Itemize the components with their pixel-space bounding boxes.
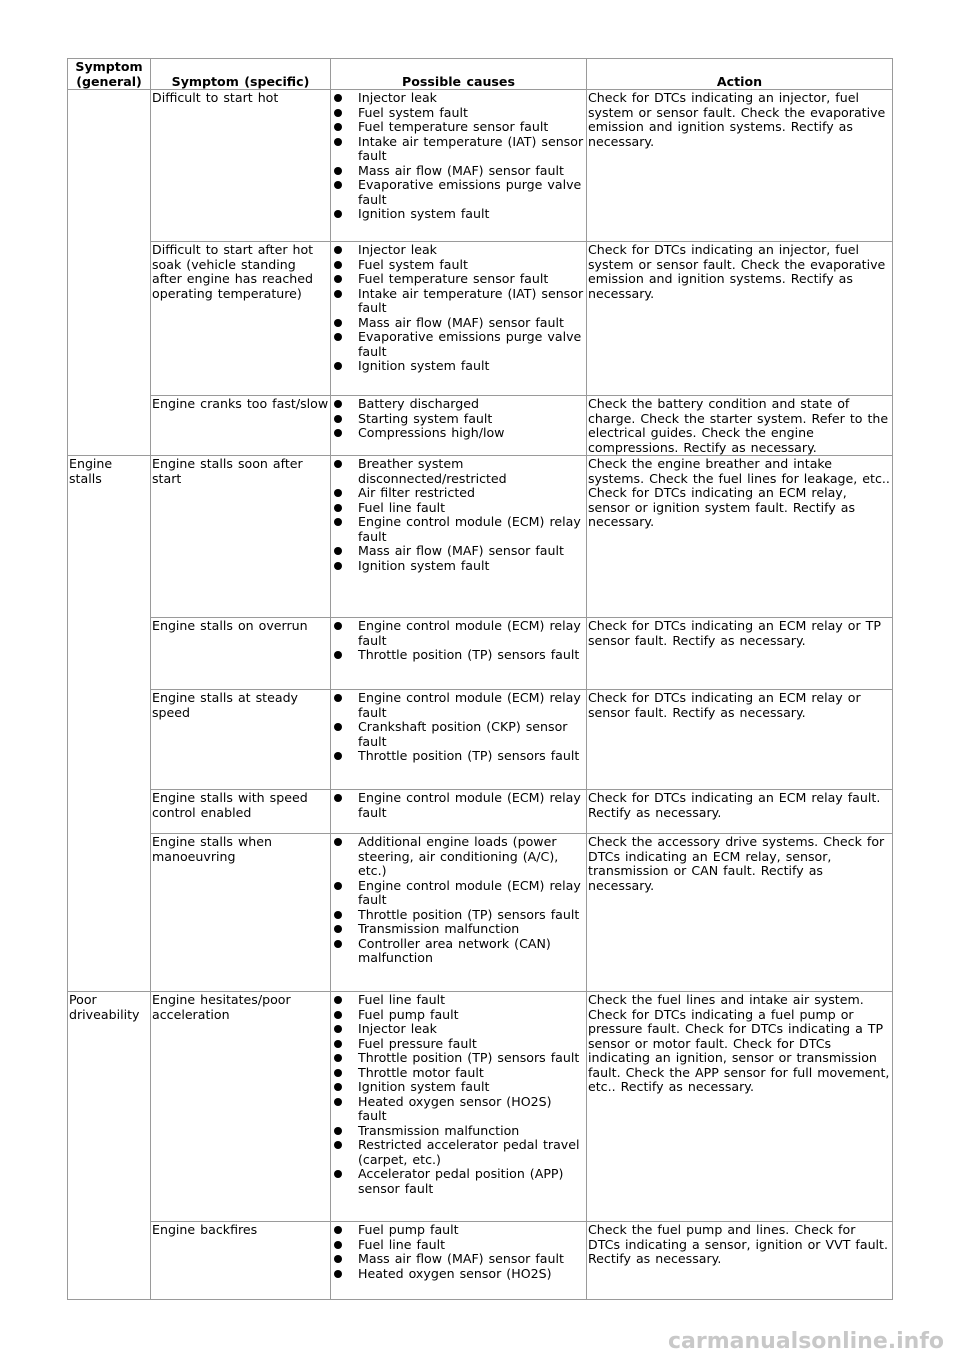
list-item [332,922,585,937]
action-cell: Check the fuel pump and lines. Check for DTCs indicating a sensor, ignition or VVT fault. Rectify as necessary. [587,1222,893,1300]
action-cell: Check for DTCs indicating an ECM relay fault. Rectify as necessary. [587,790,893,834]
table-row [68,690,893,790]
list-item [332,1252,585,1267]
cause-text: Transmission malfunction [358,1122,520,1138]
causes-list [332,91,585,222]
list-item [332,1066,585,1081]
cause-text: Evaporative emissions purge valve fault [358,177,582,207]
bullet-icon [334,123,342,131]
list-item [332,791,585,820]
cause-text: Injector leak [358,242,437,257]
possible-causes-cell [331,834,587,992]
bullet-icon [334,94,342,102]
bullet-icon [334,1255,342,1263]
possible-causes-cell [331,90,587,242]
list-item [332,164,585,179]
symptom-specific-cell: Difficult to start hot [151,90,331,242]
list-item [332,1238,585,1253]
bullet-icon [334,1083,342,1091]
cause-text: Engine control module (ECM) relay fault [358,690,581,720]
symptom-specific-cell: Engine hesitates/poor acceleration [151,992,331,1222]
action-cell: Check the battery condition and state of charge. Check the starter system. Refer to the electrical guides. Check the engine compressions. Rectify as necessary. [587,396,893,456]
bullet-icon [334,882,342,890]
possible-causes-cell [331,790,587,834]
list-item [332,1223,585,1238]
table-row [68,396,893,456]
bullet-icon [334,319,342,327]
bullet-icon [334,723,342,731]
table-row [68,456,893,618]
cause-text: Additional engine loads (power steering, air conditioning (A/C), etc.) [358,834,559,878]
action-cell: Check for DTCs indicating an ECM relay or sensor fault. Rectify as necessary. [587,690,893,790]
cause-text: Engine control module (ECM) relay fault [358,618,581,648]
bullet-icon [334,1270,342,1278]
list-item [332,178,585,207]
cause-text: Engine control module (ECM) relay fault [358,790,581,820]
list-item [332,1022,585,1037]
cause-text: Fuel line fault [358,499,446,515]
symptom-specific-cell: Engine stalls with speed control enabled [151,790,331,834]
causes-list [332,691,585,764]
causes-list [332,397,585,441]
bullet-icon [334,275,342,283]
bullet-icon [334,1241,342,1249]
action-cell: Check the fuel lines and intake air system. Check for DTCs indicating a fuel pump or pressure fault. Check for DTCs indicating a TP sensor or motor fault. Check for DTCs indicating an ignition, sensor or transmission fault. Check the APP sensor for full movement, etc.. Rectify as necessary. [587,992,893,1222]
cause-text: Restricted accelerator pedal travel (carpet, etc.) [358,1137,580,1167]
cause-text: Mass air flow (MAF) sensor fault [358,1251,564,1266]
cause-text: Transmission malfunction [358,921,520,936]
cause-text: Ignition system fault [358,557,490,573]
cause-text: Air filter restricted [358,485,476,500]
cause-text: Ignition system fault [358,206,490,221]
cause-text: Accelerator pedal position (APP) sensor fault [358,1166,564,1196]
list-item [332,879,585,908]
list-item [332,135,585,164]
symptom-general-cell: Engine stalls [68,456,151,992]
list-item [332,619,585,648]
cause-text: Controller area network (CAN) malfunction [358,935,551,965]
list-item [332,720,585,749]
cause-text: Fuel pump fault [358,1006,459,1022]
list-item [332,91,585,106]
possible-causes-cell [331,690,587,790]
action-cell: Check the accessory drive systems. Check for DTCs indicating an ECM relay, sensor, transmission or CAN fault. Rectify as necessary. [587,834,893,992]
bullet-icon [334,109,342,117]
cause-text: Fuel line fault [358,1236,446,1252]
bullet-icon [334,362,342,370]
cause-text: Heated oxygen sensor (HO2S) fault [358,1093,552,1123]
bullet-icon [334,562,342,570]
watermark: carmanualsonline.info [668,1329,944,1354]
cause-text: Throttle motor fault [358,1064,484,1080]
symptom-general-cell: Poor driveability [68,992,151,1300]
table-row [68,618,893,690]
bullet-icon [334,622,342,630]
list-item [332,243,585,258]
list-item [332,1267,585,1282]
cause-text: Injector leak [358,90,437,105]
header-possible-causes: Possible causes [331,59,587,90]
cause-text: Evaporative emissions purge valve fault [358,329,582,359]
symptom-specific-cell: Engine stalls when manoeuvring [151,834,331,992]
bullet-icon [334,504,342,512]
bullet-icon [334,1098,342,1106]
bullet-icon [334,460,342,468]
cause-text: Intake air temperature (IAT) sensor fault [358,285,584,315]
list-item [332,937,585,966]
cause-text: Throttle position (TP) sensors fault [358,647,580,662]
cause-text: Heated oxygen sensor (HO2S) [358,1265,552,1281]
action-cell: Check for DTCs indicating an injector, fuel system or sensor fault. Check the evaporative emission and ignition systems. Rectify as necessary. [587,90,893,242]
table-row [68,242,893,396]
bullet-icon [334,1040,342,1048]
list-item [332,1051,585,1066]
possible-causes-cell [331,396,587,456]
list-item [332,397,585,412]
bullet-icon [334,333,342,341]
bullet-icon [334,940,342,948]
diagnostic-table [67,58,893,1300]
possible-causes-cell [331,992,587,1222]
list-item [332,1138,585,1167]
cause-text: Fuel line fault [358,992,446,1007]
cause-text: Throttle position (TP) sensors fault [358,748,580,763]
cause-text: Fuel system fault [358,104,468,120]
cause-text: Breather system disconnected/restricted [358,456,507,486]
cause-text: Fuel system fault [358,256,468,272]
bullet-icon [334,429,342,437]
bullet-icon [334,210,342,218]
list-item [332,207,585,222]
list-item [332,1080,585,1095]
symptom-specific-cell: Engine stalls soon after start [151,456,331,618]
list-item [332,835,585,879]
cause-text: Compressions high/low [358,425,505,440]
cause-text: Throttle position (TP) sensors fault [358,1050,580,1065]
table-row [68,834,893,992]
table-row [68,90,893,242]
list-item [332,330,585,359]
bullet-icon [334,167,342,175]
list-item [332,258,585,273]
bullet-icon [334,181,342,189]
header-symptom-specific: Symptom (specific) [151,59,331,90]
cause-text: Ignition system fault [358,1079,490,1094]
cause-text: Mass air flow (MAF) sensor fault [358,162,564,178]
cause-text: Mass air flow (MAF) sensor fault [358,314,564,330]
list-item [332,501,585,516]
cause-text: Battery discharged [358,396,479,411]
bullet-icon [334,261,342,269]
symptom-specific-cell: Engine backfires [151,1222,331,1300]
list-item [332,559,585,574]
list-item [332,993,585,1008]
list-item [332,120,585,135]
list-item [332,749,585,764]
causes-list [332,1223,585,1281]
cause-text: Starting system fault [358,410,493,426]
list-item [332,106,585,121]
action-cell: Check for DTCs indicating an ECM relay or TP sensor fault. Rectify as necessary. [587,618,893,690]
list-item [332,1095,585,1124]
cause-text: Throttle position (TP) sensors fault [358,906,580,922]
causes-list [332,993,585,1196]
bullet-icon [334,1226,342,1234]
bullet-icon [334,400,342,408]
cause-text: Engine control module (ECM) relay fault [358,514,581,544]
causes-list [332,619,585,663]
bullet-icon [334,1054,342,1062]
cause-text: Fuel temperature sensor fault [358,271,549,286]
header-symptom-general: Symptom (general) [68,59,151,90]
bullet-icon [334,651,342,659]
bullet-icon [334,290,342,298]
bullet-icon [334,547,342,555]
cause-text: Injector leak [358,1021,437,1036]
cause-text: Engine control module (ECM) relay fault [358,877,581,907]
bullet-icon [334,996,342,1004]
bullet-icon [334,246,342,254]
bullet-icon [334,1127,342,1135]
bullet-icon [334,489,342,497]
possible-causes-cell [331,618,587,690]
bullet-icon [334,925,342,933]
list-item [332,1124,585,1139]
cause-text: Fuel pressure fault [358,1035,477,1051]
symptom-specific-cell: Engine stalls on overrun [151,618,331,690]
list-item [332,648,585,663]
bullet-icon [334,1170,342,1178]
table-row [68,992,893,1222]
bullet-icon [334,1141,342,1149]
list-item [332,272,585,287]
list-item [332,515,585,544]
table-body [68,90,893,1300]
bullet-icon [334,694,342,702]
list-item [332,544,585,559]
list-item [332,457,585,486]
causes-list [332,243,585,374]
list-item [332,316,585,331]
list-item [332,486,585,501]
cause-text: Crankshaft position (CKP) sensor fault [358,719,568,749]
list-item [332,1037,585,1052]
cause-text: Ignition system fault [358,358,490,373]
header-row [68,59,893,90]
list-item [332,426,585,441]
list-item [332,1167,585,1196]
action-cell: Check for DTCs indicating an injector, fuel system or sensor fault. Check the evaporative emission and ignition systems. Rectify as necessary. [587,242,893,396]
possible-causes-cell [331,1222,587,1300]
bullet-icon [334,1025,342,1033]
causes-list [332,457,585,573]
action-cell: Check the engine breather and intake systems. Check the fuel lines for leakage, etc.. Check for DTCs indicating an ECM relay, sensor or ignition system fault. Rectify as necessary. [587,456,893,618]
symptom-general-cell [68,90,151,456]
bullet-icon [334,752,342,760]
causes-list [332,835,585,966]
possible-causes-cell [331,242,587,396]
cause-text: Fuel pump fault [358,1222,459,1237]
bullet-icon [334,415,342,423]
bullet-icon [334,138,342,146]
cause-text: Intake air temperature (IAT) sensor fault [358,133,584,163]
symptom-specific-cell: Difficult to start after hot soak (vehicle standing after engine has reached operating temperature) [151,242,331,396]
list-item [332,691,585,720]
cause-text: Fuel temperature sensor fault [358,119,549,134]
list-item [332,908,585,923]
table-row [68,1222,893,1300]
cause-text: Mass air flow (MAF) sensor fault [358,543,564,558]
list-item [332,1008,585,1023]
possible-causes-cell [331,456,587,618]
list-item [332,412,585,427]
bullet-icon [334,518,342,526]
symptom-specific-cell: Engine cranks too fast/slow [151,396,331,456]
header-action: Action [587,59,893,90]
bullet-icon [334,1011,342,1019]
symptom-specific-cell: Engine stalls at steady speed [151,690,331,790]
bullet-icon [334,838,342,846]
causes-list [332,791,585,820]
table-row [68,790,893,834]
bullet-icon [334,794,342,802]
list-item [332,287,585,316]
bullet-icon [334,911,342,919]
bullet-icon [334,1069,342,1077]
list-item [332,359,585,374]
